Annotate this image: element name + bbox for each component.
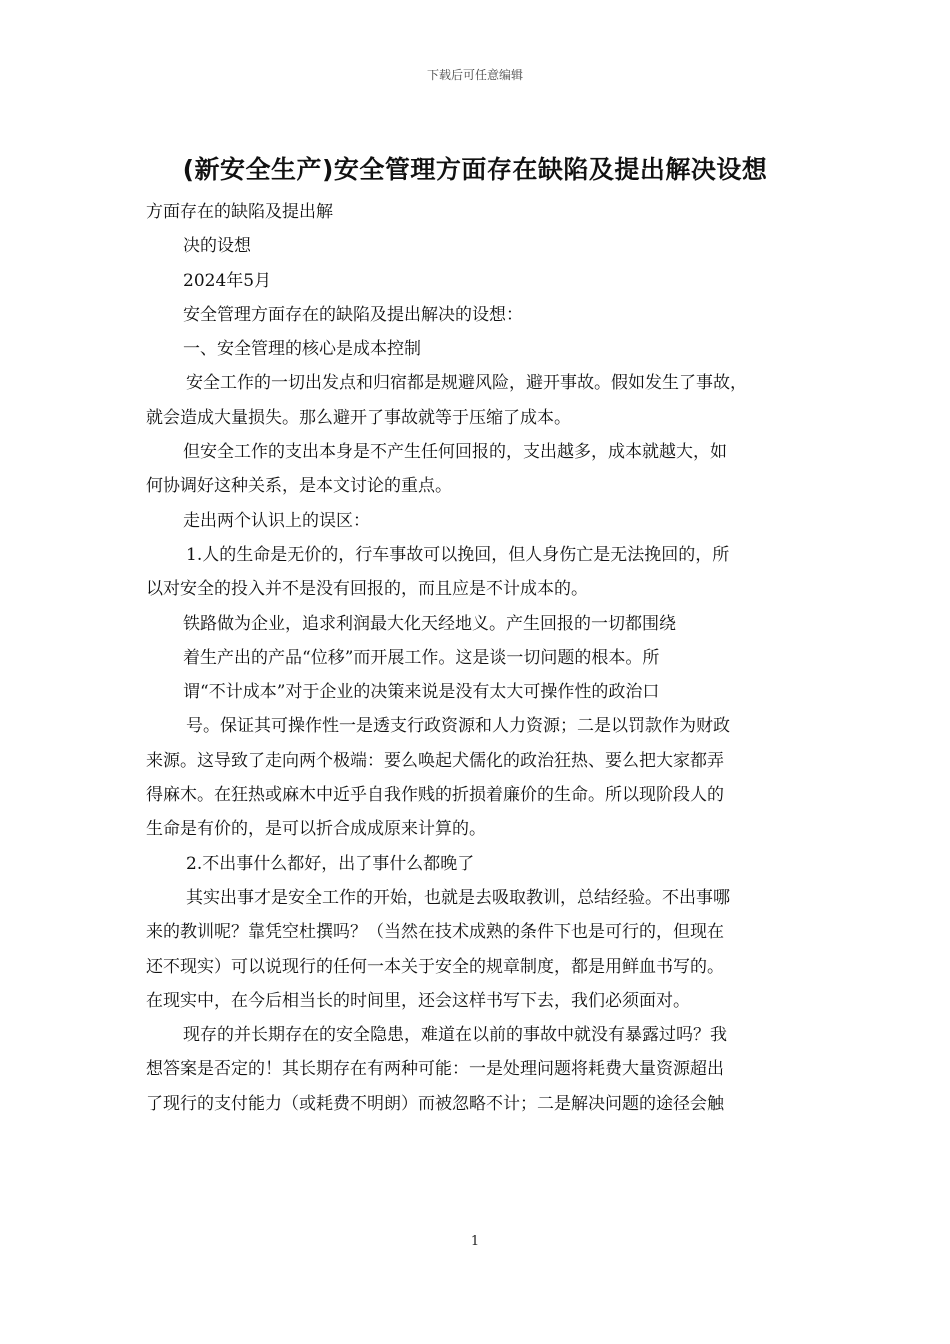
text-line: 走出两个认识上的误区： (183, 510, 370, 531)
text-line: 就会造成大量损失。那么避开了事故就等于压缩了成本。 (146, 407, 571, 428)
text-line: 何协调好这种关系，是本文讨论的重点。 (146, 476, 452, 497)
text-line: 安全工作的一切出发点和归宿都是规避风险，避开事故。假如发生了事故， (186, 373, 747, 394)
text-line: 方面存在的缺陷及提出解 (146, 202, 333, 222)
text-line: 但安全工作的支出本身是不产生任何回报的，支出越多，成本就越大，如 (183, 442, 727, 463)
text-line: 2024年5月 (183, 270, 272, 291)
text-line: 想答案是否定的！其长期存在有两种可能：一是处理问题将耗费大量资源超出 (146, 1059, 724, 1080)
text-line: 其实出事才是安全工作的开始，也就是去吸取教训，总结经验。不出事哪 (186, 887, 730, 908)
document-title: (新安全生产)安全管理方面存在缺陷及提出解决设想 (182, 155, 768, 184)
list-item: 2.不出事什么都好，出了事什么都晚了 (186, 853, 475, 874)
text-line: 安全管理方面存在的缺陷及提出解决的设想： (183, 304, 523, 325)
text-line: 铁路做为企业，追求利润最大化天经地义。产生回报的一切都围绕 (183, 613, 676, 634)
text-line: 生命是有价的，是可以折合成成原来计算的。 (146, 819, 486, 840)
text-line: 号。保证其可操作性一是透支行政资源和人力资源；二是以罚款作为财政 (186, 716, 730, 737)
text-line: 着生产出的产品“位移”而开展工作。这是谈一切问题的根本。所 (183, 647, 660, 668)
text-line: 还不现实）可以说现行的任何一本关于安全的规章制度，都是用鲜血书写的。 (146, 956, 724, 977)
text-line: 在现实中，在今后相当长的时间里，还会这样书写下去，我们必须面对。 (146, 990, 690, 1011)
text-line: 来的教训呢？靠凭空杜撰吗？（当然在技术成熟的条件下也是可行的，但现在 (146, 922, 724, 943)
section-heading: 一、安全管理的核心是成本控制 (183, 339, 421, 360)
text-line: 来源。这导致了走向两个极端：要么唤起犬儒化的政治狂热、要么把大家都弄 (146, 750, 724, 771)
page-number: 1 (470, 1234, 480, 1249)
text-line: 现存的并长期存在的安全隐患，难道在以前的事故中就没有暴露过吗？我 (183, 1025, 727, 1046)
text-line: 以对安全的投入并不是没有回报的，而且应是不计成本的。 (146, 579, 588, 600)
text-line: 决的设想 (183, 236, 251, 257)
document-body (146, 195, 810, 1121)
text-line: 得麻木。在狂热或麻木中近乎自我作贱的折损着廉价的生命。所以现阶段人的 (146, 785, 724, 806)
list-item: 1.人的生命是无价的，行车事故可以挽回，但人身伤亡是无法挽回的，所 (186, 544, 730, 565)
header-note: 下载后可任意编辑 (426, 68, 523, 82)
text-line: 谓“不计成本”对于企业的决策来说是没有太大可操作性的政治口 (183, 682, 660, 703)
text-line: 了现行的支付能力（或耗费不明朗）而被忽略不计；二是解决问题的途径会触 (146, 1093, 724, 1114)
